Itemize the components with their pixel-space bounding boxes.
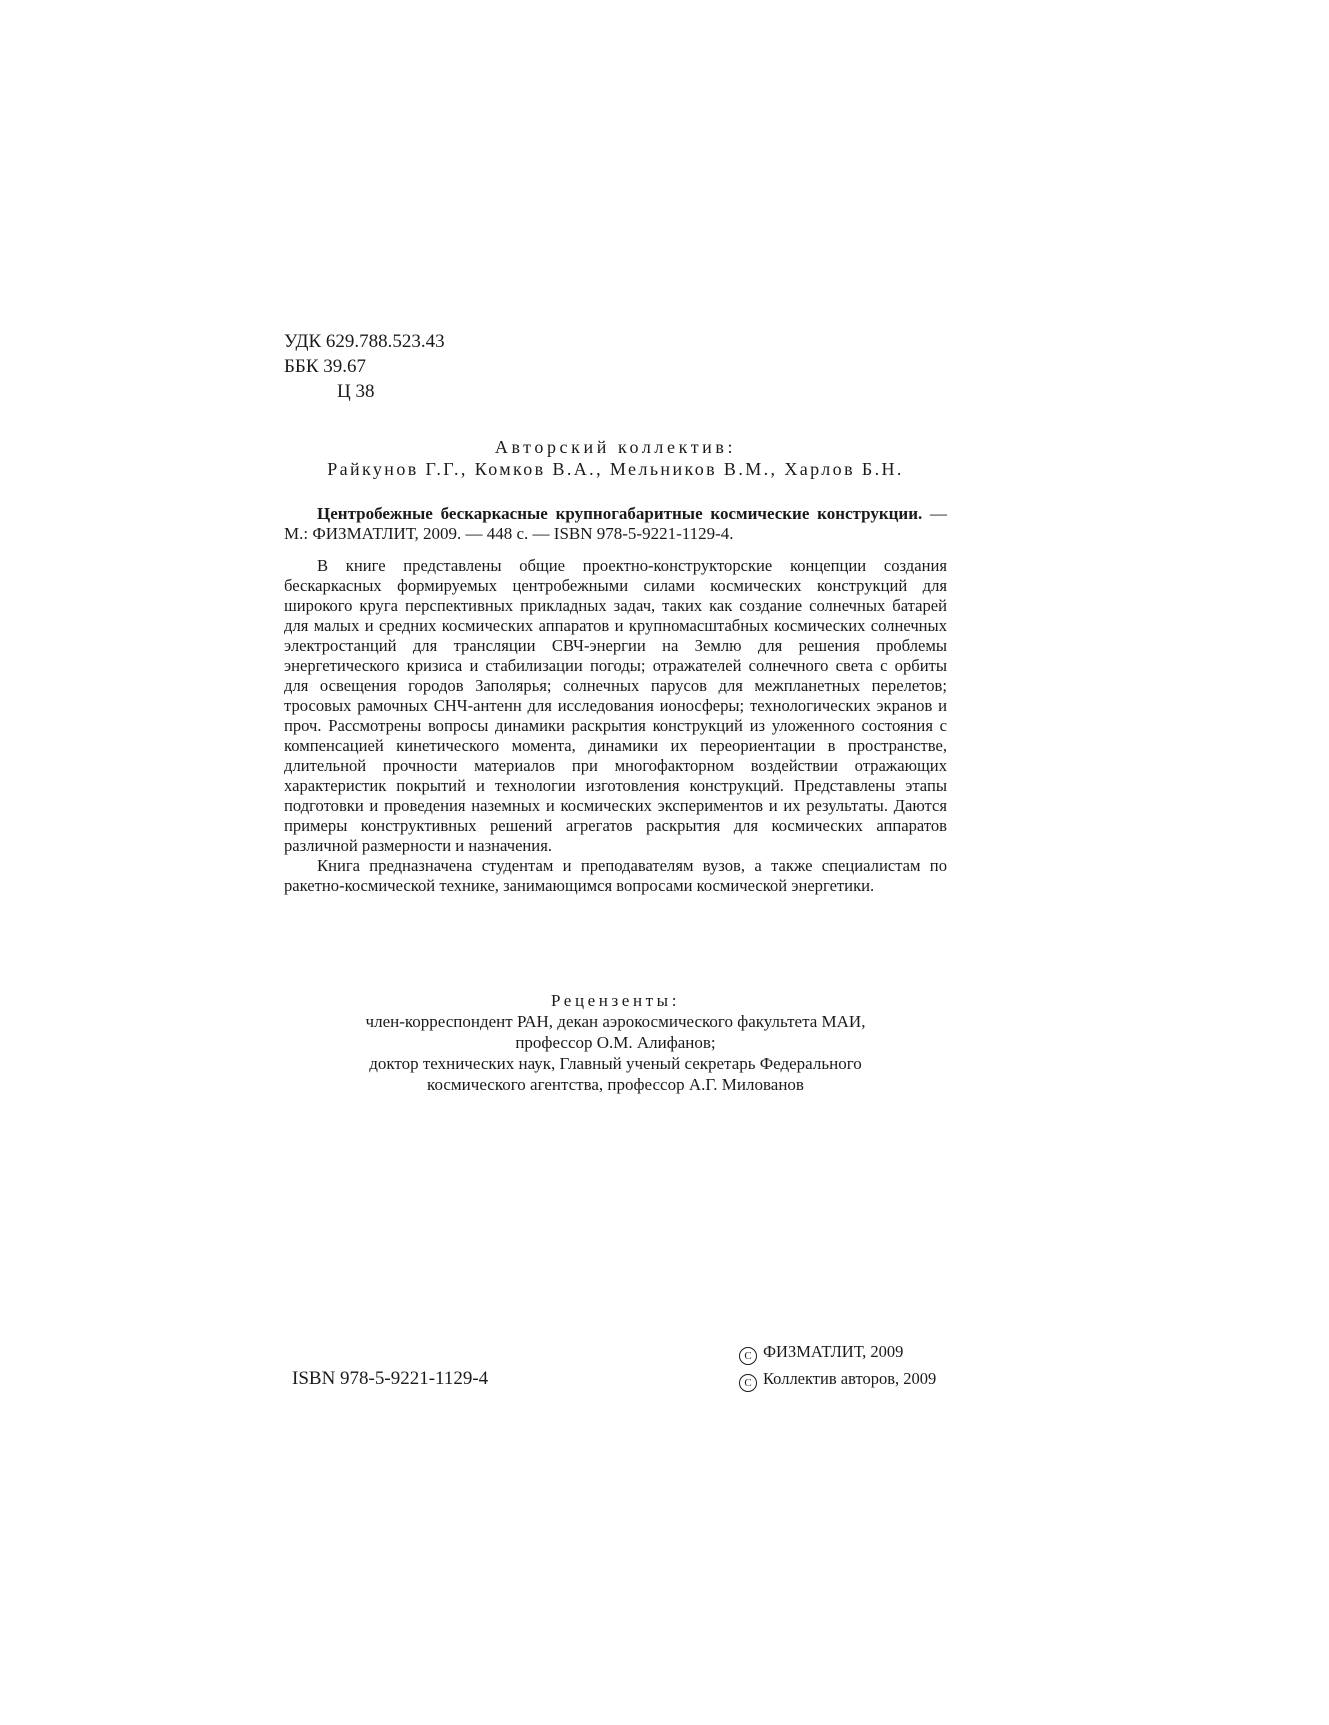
reviewers-section	[284, 990, 947, 1095]
book-title: Центробежные бескаркасные крупногабаритные космические конструкции.	[317, 504, 923, 523]
publication-details: — М.: ФИЗМАТЛИТ, 2009. — 448 с. — ISBN 978-5-9221-1129-4.	[284, 504, 948, 543]
copyright-line	[739, 1338, 936, 1365]
author-mark: Ц 38	[337, 381, 375, 402]
reviewer-line: космического агентства, профессор А.Г. Милованов	[427, 1075, 804, 1094]
copyright-icon: C	[739, 1374, 757, 1392]
abstract	[284, 556, 947, 896]
classification-codes	[284, 329, 445, 404]
copyright-holder: ФИЗМАТЛИТ, 2009	[763, 1342, 904, 1361]
copyright-block	[739, 1338, 936, 1392]
copyright-line	[739, 1365, 936, 1392]
reviewer-line: профессор О.М. Алифанов;	[515, 1033, 716, 1052]
udk-code: УДК 629.788.523.43	[284, 331, 445, 352]
authors-section	[284, 436, 947, 480]
copyright-icon: C	[739, 1347, 757, 1365]
isbn-number: ISBN 978-5-9221-1129-4	[292, 1368, 489, 1389]
authors-heading: Авторский коллектив:	[494, 437, 737, 457]
abstract-paragraph: В книге представлены общие проектно-конструкторские концепции создания бескаркасных формируемых центробежными силами космических конструкций для широкого круга перспективных прикладных задач, таких как создание солнечных батарей для малых и средних космических аппаратов и крупномасштабных космических солнечных электростанций для трансляции СВЧ-энергии на Землю для решения проблемы энергетического кризиса и стабилизации погоды; отражателей солнечного света с орбиты для освещения городов Заполярья; солнечных парусов для межпланетных перелетов; тросовых рамочных СНЧ-антенн для исследования ионосферы; технологических экранов и проч. Рассмотрены вопросы динамики раскрытия конструкций из уложенного состояния с компенсацией кинетического момента, динамики их переориентации в пространстве, длительной прочности материалов при многофакторном воздействии отражающих характеристик покрытий и технологии изготовления конструкций. Представлены этапы подготовки и проведения наземных и космических экспериментов и их результаты. Даются примеры конструктивных решений агрегатов раскрытия для космических аппаратов различной размерности и назначения.	[284, 556, 947, 855]
bibliographic-record	[284, 504, 947, 544]
reviewer-line: член-корреспондент РАН, декан аэрокосмического факультета МАИ,	[365, 1012, 866, 1031]
reviewer-line: доктор технических наук, Главный ученый секретарь Федерального	[369, 1054, 862, 1073]
copyright-holder: Коллектив авторов, 2009	[763, 1369, 937, 1388]
bbk-code: ББК 39.67	[284, 356, 366, 377]
reviewers-heading: Рецензенты:	[550, 991, 681, 1010]
abstract-paragraph: Книга предназначена студентам и преподавателям вузов, а также специалистам по ракетно-космической технике, занимающимся вопросами космической энергетики.	[284, 856, 947, 895]
authors-names: Райкунов Г.Г., Комков В.А., Мельников В.М., Харлов Б.Н.	[327, 459, 904, 479]
